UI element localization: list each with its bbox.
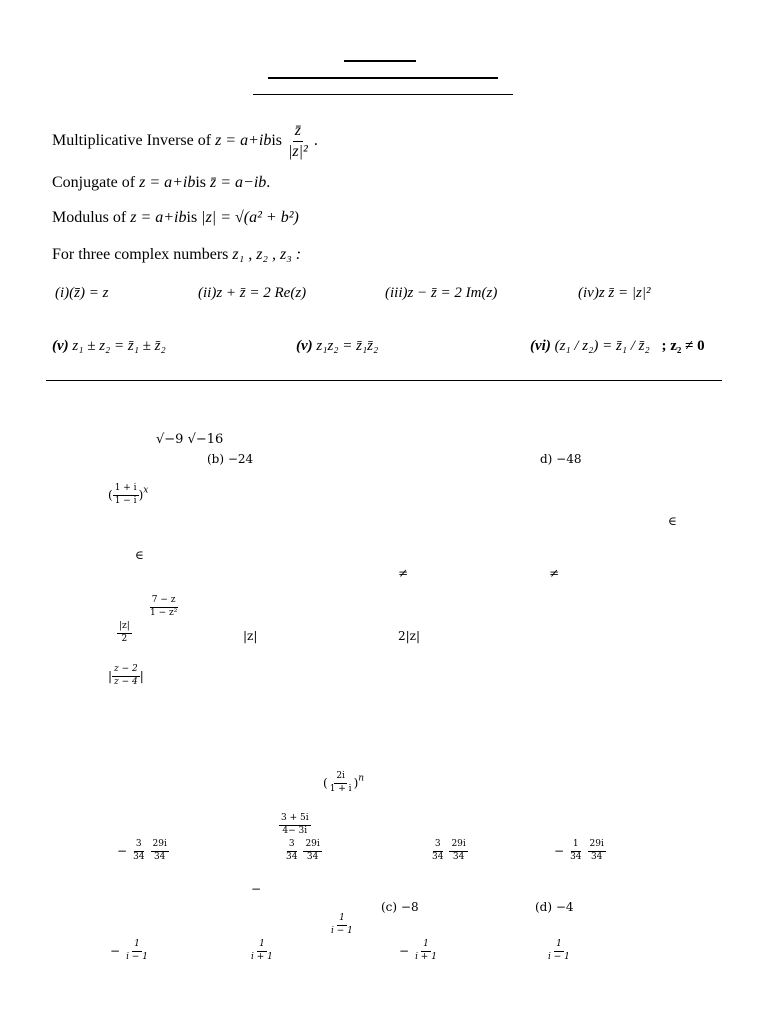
conjugate-lhs: z = a+ib xyxy=(139,174,196,191)
q7-fraction xyxy=(279,814,311,837)
modulus-line xyxy=(52,209,299,227)
num: 1 xyxy=(421,940,431,952)
q1-option-b: (b) −24 xyxy=(207,452,254,466)
property-ii xyxy=(198,285,306,302)
q6-expression: ( $\frac{2i}{1 + i}$ )$^n$ xyxy=(323,771,365,794)
property-tag: (v) xyxy=(296,338,313,354)
conjugate-is: is xyxy=(195,174,207,191)
conjugate-rhs: z̄ = a−ib xyxy=(210,174,267,191)
property-expr: z − z̄ = 2 Im(z) xyxy=(407,285,498,301)
num: 29i xyxy=(588,840,606,852)
option-fraction xyxy=(546,940,572,963)
num: 3 xyxy=(287,840,297,852)
header-rule-long xyxy=(253,94,513,95)
q4-option-c: 2|z| xyxy=(398,629,421,643)
q5-expression: | $\frac{z - 2}{z - 4}$ | xyxy=(108,664,144,687)
den: 34 xyxy=(153,851,166,862)
option-fraction xyxy=(131,840,146,863)
property-tag: (vi) xyxy=(530,338,551,354)
property-tag: (i) xyxy=(55,285,70,301)
option-fraction xyxy=(303,840,321,863)
conjugate-label: Conjugate of xyxy=(52,174,136,191)
property-iv xyxy=(578,285,650,302)
conjugate-line xyxy=(52,174,270,192)
q4-option-b: |z| xyxy=(243,629,258,643)
q2-exponent: x xyxy=(143,485,149,496)
option-fraction xyxy=(430,840,445,863)
not-equal-symbol: ≠ xyxy=(398,566,409,580)
modulus-rhs: |z| = √(a² + b²) xyxy=(201,209,299,226)
sign: − xyxy=(110,944,121,959)
q6-fraction xyxy=(328,772,354,795)
q9-num: 1 xyxy=(337,914,347,926)
three-line xyxy=(52,246,301,264)
element-of-symbol: ∈ xyxy=(135,548,144,562)
property-i xyxy=(55,285,108,302)
q8-option-d: (d) −4 xyxy=(535,900,574,914)
num: 3 xyxy=(134,840,144,852)
q9-option-d xyxy=(546,940,572,963)
q8-dash: − xyxy=(251,882,262,896)
den: 34 xyxy=(590,851,603,862)
q8-option-c: (c) −8 xyxy=(381,900,419,914)
q5-num: z − 2 xyxy=(112,665,140,677)
q1-expression: √−9 √−16 xyxy=(156,432,224,447)
option-fraction xyxy=(249,940,275,963)
option-fraction xyxy=(568,840,583,863)
sign: − xyxy=(399,944,410,959)
property-expr: z₁z₂ = z̄₁z̄₂ xyxy=(316,338,379,354)
sign: − xyxy=(117,844,128,859)
option-fraction xyxy=(588,840,606,863)
den: 34 xyxy=(306,851,319,862)
den: 34 xyxy=(452,851,465,862)
q9-option-b xyxy=(249,940,275,963)
property-v-sum xyxy=(52,338,166,355)
inverse-lhs: z = a+ib xyxy=(215,131,272,149)
property-tag: (ii) xyxy=(198,285,217,301)
property-expr: z + z̄ = 2 Re(z) xyxy=(216,285,307,301)
q6-num: 2i xyxy=(334,772,347,784)
num: 1 xyxy=(257,940,267,952)
header-rule-short xyxy=(344,60,416,62)
modulus-is: is xyxy=(186,209,198,226)
q5-fraction xyxy=(112,665,140,688)
q6-exponent: n xyxy=(358,773,365,784)
q2-expression: ( $\frac{1 + i}{1 - i}$ )$^x$ xyxy=(108,483,149,506)
three-vars: z₁ , z₂ , z₃ : xyxy=(232,246,302,263)
option-fraction xyxy=(124,940,150,963)
q7-den: 4− 3i xyxy=(282,825,308,836)
option-fraction xyxy=(413,940,439,963)
inverse-line xyxy=(52,122,318,160)
property-expr: (z̄̄) = z xyxy=(69,285,109,301)
num: 29i xyxy=(151,840,169,852)
q9-fraction xyxy=(329,914,355,937)
not-equal-symbol: ≠ xyxy=(549,566,560,580)
property-expr: (z₁ / z₂) = z̄₁ / z̄₂ xyxy=(554,338,650,354)
num: 1 xyxy=(132,940,142,952)
property-expr: z₁ ± z₂ = z̄₁ ± z̄₂ xyxy=(72,338,166,354)
q7-option-c xyxy=(430,840,468,863)
q7-option-a xyxy=(117,840,169,863)
q5-den: z − 4 xyxy=(114,676,138,687)
property-expr: z z̄ = |z|² xyxy=(598,285,651,301)
option-fraction xyxy=(449,840,467,863)
sign: − xyxy=(554,844,565,859)
section-divider xyxy=(46,380,722,381)
den: i + 1 xyxy=(415,951,437,962)
q4-fraction xyxy=(148,596,179,619)
inverse-label: Multiplicative Inverse of xyxy=(52,131,212,149)
den: i + 1 xyxy=(251,951,273,962)
header-rule-medium xyxy=(268,77,498,79)
num: 1 xyxy=(554,940,564,952)
q9-option-c xyxy=(399,940,439,963)
q1-option-d: d) −48 xyxy=(540,452,582,466)
q2-den: 1 − i xyxy=(114,495,137,506)
den: 34 xyxy=(286,851,298,862)
q9-option-a xyxy=(110,940,150,963)
den: 34 xyxy=(570,851,582,862)
num: 1 xyxy=(571,840,581,852)
property-tag: (iv) xyxy=(578,285,599,301)
q4-num: 7 − z xyxy=(150,596,178,608)
inverse-fraction xyxy=(286,122,310,160)
q4-option-a xyxy=(117,622,132,645)
den: 34 xyxy=(133,851,145,862)
q6-den: 1 + i xyxy=(329,783,352,794)
q7-option-b xyxy=(284,840,322,863)
three-label: For three complex numbers xyxy=(52,246,229,263)
property-condition: ; z₂ ≠ 0 xyxy=(661,338,705,354)
modulus-lhs: z = a+ib xyxy=(130,209,187,226)
inverse-den: |z|² xyxy=(288,142,308,160)
num: 29i xyxy=(449,840,467,852)
den: i − 1 xyxy=(126,951,148,962)
q4-den: 1 − z² xyxy=(150,607,178,618)
num: 29i xyxy=(303,840,321,852)
inverse-end: . xyxy=(313,131,318,149)
den: i − 1 xyxy=(548,951,570,962)
inverse-is: is xyxy=(271,131,282,149)
num: 3 xyxy=(433,840,443,852)
q4-a-den: 2 xyxy=(121,633,128,644)
property-iii xyxy=(385,285,497,302)
q4-a-num: |z| xyxy=(117,622,132,634)
property-tag: (iii) xyxy=(385,285,408,301)
q2-fraction xyxy=(113,484,139,507)
q7-option-d xyxy=(554,840,606,863)
modulus-label: Modulus of xyxy=(52,209,127,226)
property-v-product xyxy=(296,338,378,355)
q7-num: 3 + 5i xyxy=(279,814,311,826)
q2-num: 1 + i xyxy=(113,484,139,496)
conjugate-end: . xyxy=(266,174,271,191)
element-of-symbol: ∈ xyxy=(668,514,677,528)
option-fraction xyxy=(284,840,299,863)
den: 34 xyxy=(432,851,444,862)
option-fraction xyxy=(151,840,169,863)
inverse-num: z̄ xyxy=(293,122,303,142)
q9-den: i − 1 xyxy=(331,925,353,936)
property-vi xyxy=(530,338,705,355)
property-tag: (v) xyxy=(52,338,69,354)
